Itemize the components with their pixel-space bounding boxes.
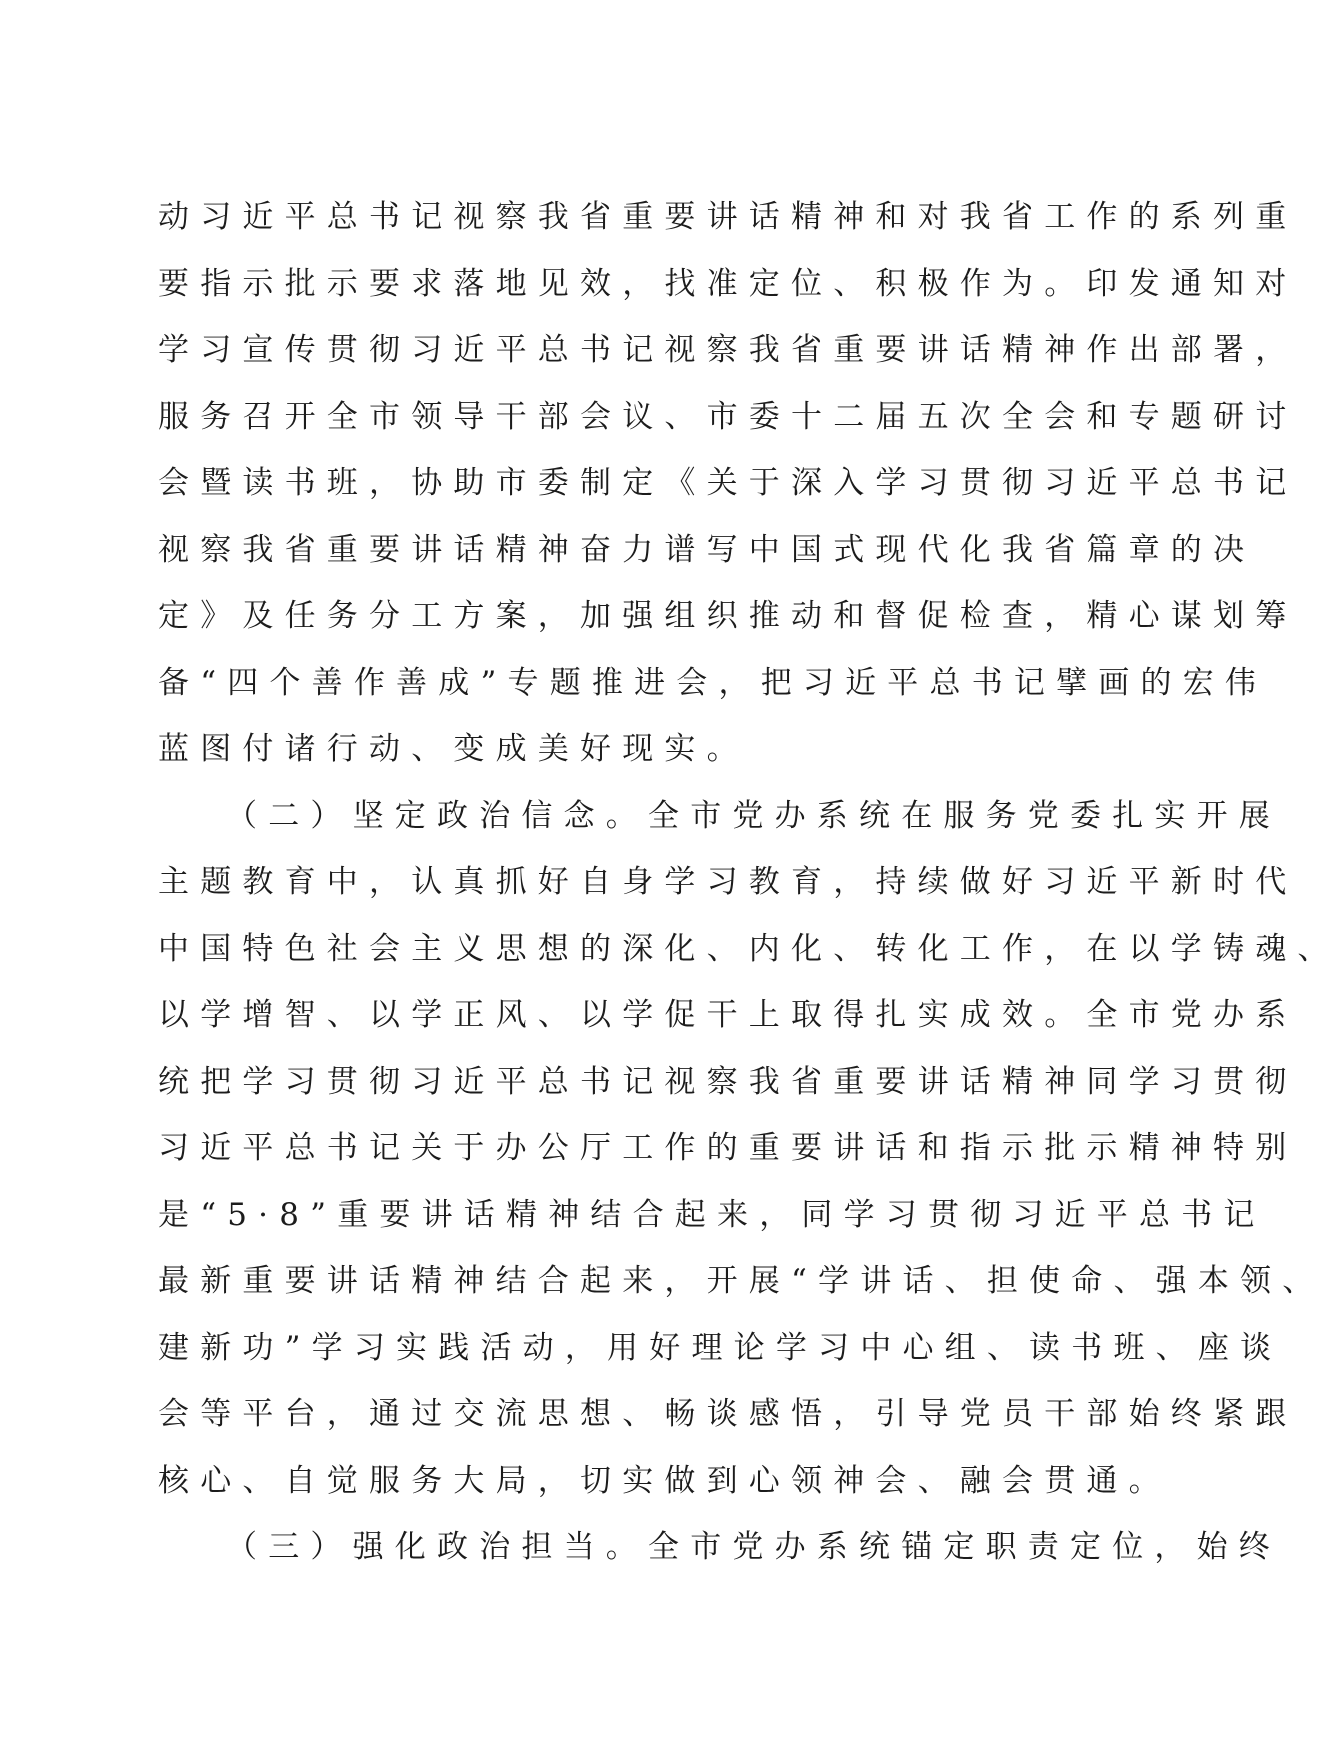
text-line: 服务召开全市领导干部会议、市委十二届五次全会和专题研讨	[158, 398, 1298, 435]
text-line: 备“四个善作善成”专题推进会，把习近平总书记擘画的宏伟	[158, 664, 1268, 701]
text-line: 定》及任务分工方案，加强组织推动和督促检查，精心谋划筹	[158, 598, 1298, 634]
text-line: 最新重要讲话精神结合起来，开展“学讲话、担使命、强本领、	[158, 1263, 1325, 1299]
text-line: 要指示批示要求落地见效，找准定位、积极作为。印发通知对	[158, 265, 1298, 302]
text-line: 主题教育中，认真抓好自身学习教育，持续做好习近平新时代	[158, 864, 1298, 900]
section-heading-line: （二）坚定政治信念。全市党办系统在服务党委扎实开展	[226, 797, 1281, 834]
text-line: 习近平总书记关于办公厅工作的重要讲话和指示批示精神特别	[158, 1130, 1298, 1166]
text-line: 蓝图付诸行动、变成美好现实。	[158, 731, 749, 767]
text-line: 视察我省重要讲话精神奋力谱写中国式现代化我省篇章的决	[158, 531, 1256, 568]
text-line: 学习宣传贯彻习近平总书记视察我省重要讲话精神作出部署，	[158, 332, 1298, 368]
text-line: 建新功”学习实践活动，用好理论学习中心组、读书班、座谈	[158, 1329, 1283, 1366]
text-line: 中国特色社会主义思想的深化、内化、转化工作，在以学铸魂、	[158, 930, 1340, 967]
body-text	[158, 184, 1340, 1581]
text-line: 核心、自觉服务大局，切实做到心领神会、融会贯通。	[158, 1462, 1171, 1499]
text-line: 以学增智、以学正风、以学促干上取得扎实成效。全市党办系	[158, 997, 1298, 1033]
section-heading-line: （三）强化政治担当。全市党办系统锚定职责定位，始终	[226, 1529, 1281, 1565]
text-line: 会暨读书班，协助市委制定《关于深入学习贯彻习近平总书记	[158, 465, 1298, 501]
text-line: 会等平台，通过交流思想、畅谈感悟，引导党员干部始终紧跟	[158, 1396, 1298, 1432]
text-line: 动习近平总书记视察我省重要讲话精神和对我省工作的系列重	[158, 199, 1298, 235]
text-line: 是“5·8”重要讲话精神结合起来，同学习贯彻习近平总书记	[158, 1196, 1266, 1233]
text-line: 统把学习贯彻习近平总书记视察我省重要讲话精神同学习贯彻	[158, 1063, 1298, 1100]
